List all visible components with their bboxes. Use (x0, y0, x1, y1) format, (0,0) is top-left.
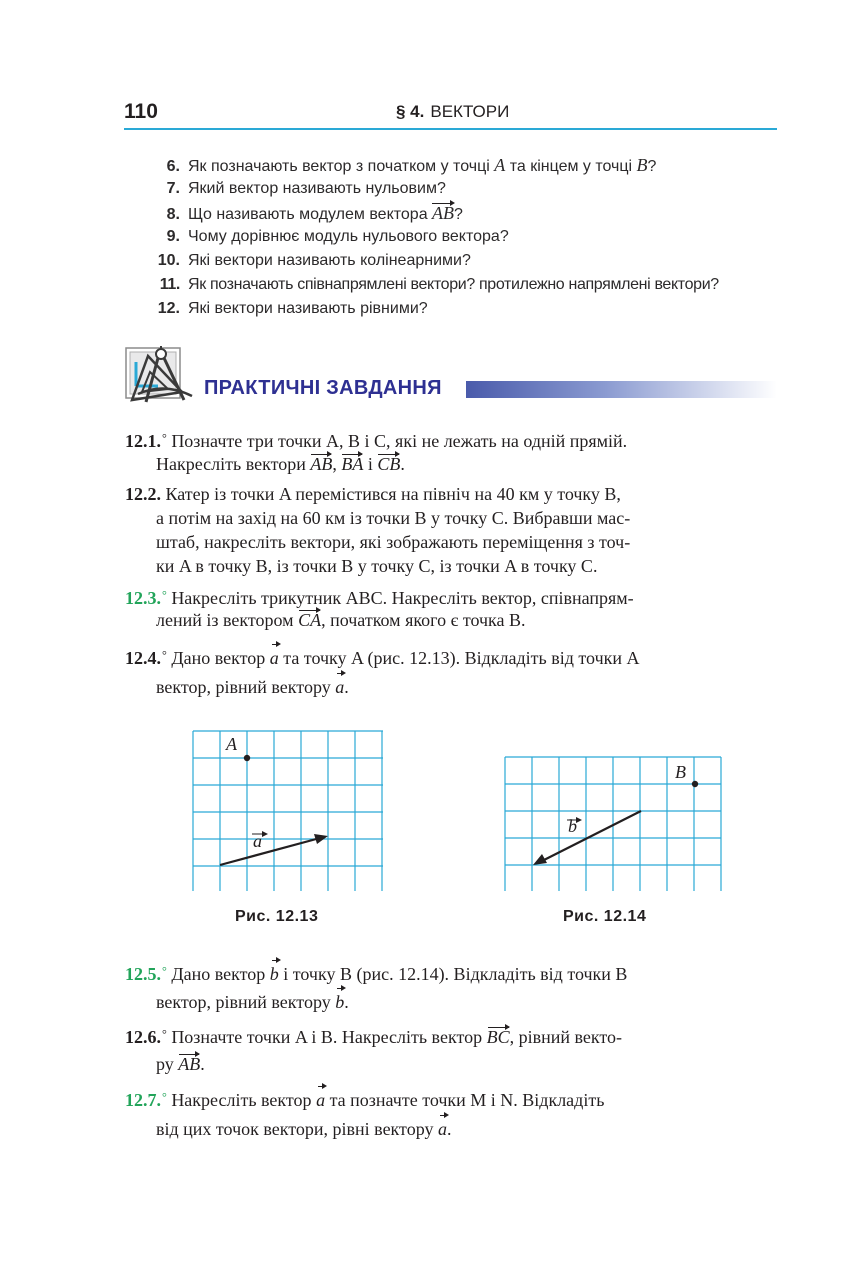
task-12-2-line4: ки A в точку B, із точки B у точку C, із точки A в точку C. (156, 556, 598, 576)
task-number: 12.6. (125, 1027, 161, 1047)
vector-cb: CB (377, 454, 401, 474)
question-text: ? (454, 206, 463, 223)
task-text: Позначте точки A і B. Накресліть вектор (171, 1027, 487, 1047)
question-text: Що називають модулем вектора (188, 206, 433, 223)
task-number: 12.2. (125, 484, 161, 504)
task-text: та точку A (рис. 12.13). Відкладіть від точки A (278, 648, 640, 668)
task-12-5: 12.5.° Дано вектор b і точку B (рис. 12.14). Відкладіть від точки B (125, 964, 628, 984)
header-rule (124, 128, 777, 130)
task-text: . (344, 677, 349, 697)
point-a-dot (244, 755, 250, 761)
point-b-label: B (675, 762, 686, 782)
compass-set-square-icon (124, 342, 196, 404)
task-text: ру (156, 1054, 179, 1074)
section-name: ВЕКТОРИ (430, 102, 510, 121)
task-text: Позначте три точки A, B і C, які не лежать на одній прямій. (171, 431, 628, 451)
task-text: Накресліть трикутник ABC. Накресліть вектор, співнапрям- (171, 588, 634, 608)
vector-ab: AB (178, 1054, 201, 1074)
task-text: Катер із точки A перемістився на північ на 40 км у точку B, (165, 484, 621, 504)
task-number: 12.5. (125, 964, 161, 984)
question-text: Який вектор називають нульовим? (188, 180, 446, 197)
task-number: 12.4. (125, 648, 161, 668)
separator: і (363, 454, 378, 474)
task-text: , початком якого є точка B. (321, 610, 526, 630)
task-12-6: 12.6.° Позначте точки A і B. Накресліть вектор BC, рівний векто- (125, 1027, 623, 1047)
vector-ab: AB (310, 454, 333, 474)
question-text: Як позначають вектор з початком у точці (188, 158, 495, 175)
task-text: Дано вектор (171, 648, 270, 668)
vector-bc: BC (486, 1027, 510, 1047)
task-12-4-line2 (156, 675, 349, 699)
section-mark: § 4. (396, 102, 425, 121)
vector-b-arrow (542, 811, 641, 861)
task-text: Дано вектор (171, 964, 270, 984)
question-6 (150, 154, 790, 176)
task-text: . (344, 992, 349, 1012)
task-text: Накресліть вектори (156, 454, 311, 474)
question-number: 7. (166, 180, 180, 197)
vector-label-arrowhead (262, 831, 268, 837)
point-b-label: B (636, 155, 648, 175)
arrow-head (533, 854, 547, 865)
task-12-2 (125, 482, 621, 506)
task-12-4: 12.4.° Дано вектор a та точку A (рис. 12.13). Відкладіть від точки A (125, 648, 640, 668)
section-title (396, 102, 509, 122)
vector-a: a (316, 1090, 326, 1110)
question-number: 9. (166, 228, 180, 245)
vector-a-label: a (253, 831, 262, 851)
task-number: 12.7. (125, 1090, 161, 1110)
task-text: , рівний векто- (509, 1027, 623, 1047)
vector-b: b (269, 964, 279, 984)
task-12-2-line3: штаб, накресліть вектори, які зображають переміщення з точ- (156, 532, 631, 552)
question-number: 6. (166, 158, 180, 175)
task-12-5-line2 (156, 990, 349, 1014)
vector-ab: AB (432, 203, 455, 223)
point-a-label: A (226, 734, 237, 754)
practical-title-bar (466, 381, 777, 398)
question-number: 10. (157, 252, 180, 269)
task-text: . (200, 1054, 205, 1074)
practical-title: ПРАКТИЧНІ ЗАВДАННЯ (204, 377, 442, 399)
figure-12-14-caption: Рис. 12.14 (563, 908, 647, 925)
vector-ba: BA (341, 454, 364, 474)
question-8 (150, 202, 790, 224)
task-text: лений із вектором (156, 610, 299, 630)
grid (193, 731, 383, 891)
question-text: та кінцем у точці (505, 158, 637, 175)
task-text: та позначте точки M і N. Відкладіть (325, 1090, 605, 1110)
task-number: 12.3. (125, 588, 161, 608)
point-a-label: A (494, 155, 506, 175)
task-12-7-line2 (156, 1117, 451, 1141)
task-text: вектор, рівний вектору (156, 992, 336, 1012)
question-number: 8. (166, 206, 180, 223)
figure-12-14 (502, 754, 726, 894)
task-12-2-line2: а потім на захід на 60 км із точки B у точку C. Вибравши мас- (156, 508, 631, 528)
question-text: ? (647, 158, 657, 175)
vector-a-arrow (220, 838, 320, 865)
question-number: 11. (159, 276, 180, 293)
question-text: Які вектори називають рівними? (188, 300, 428, 317)
question-text: Чому дорівнює модуль нульового вектора? (188, 228, 509, 245)
separator: , (332, 454, 342, 474)
page-number: 110 (124, 100, 158, 123)
task-text: від цих точок вектори, рівні вектору (156, 1119, 438, 1139)
vector-ca: CA (298, 610, 322, 630)
task-text: . (446, 1119, 452, 1139)
vector-b: b (335, 992, 345, 1012)
task-text: Накресліть вектор (171, 1090, 317, 1110)
vector-a: a (437, 1119, 447, 1139)
point-b-dot (692, 781, 698, 787)
vector-b-label: b (568, 816, 577, 836)
question-text: Як позначають співнапрямлені вектори? протилежно напрямлені вектори? (188, 276, 719, 293)
vector-a: a (269, 648, 279, 668)
question-9 (150, 226, 790, 248)
question-10 (150, 250, 790, 272)
question-7 (150, 178, 790, 200)
figure-12-13 (190, 728, 386, 894)
figure-12-13-caption: Рис. 12.13 (235, 908, 319, 925)
question-number: 12. (157, 300, 180, 317)
question-12 (150, 298, 790, 320)
task-12-6-line2 (156, 1052, 205, 1076)
vector-a: a (335, 677, 345, 697)
task-12-3: 12.3.° Накресліть трикутник ABC. Накресліть вектор, співнапрям- (125, 588, 634, 608)
task-number: 12.1. (125, 431, 161, 451)
task-12-7: 12.7.° Накресліть вектор a та позначте точки M і N. Відкладіть (125, 1090, 605, 1110)
task-text: і точку B (рис. 12.14). Відкладіть від точки B (278, 964, 628, 984)
task-12-1-line2 (156, 452, 405, 476)
task-text: вектор, рівний вектору (156, 677, 336, 697)
task-12-1: 12.1.° Позначте три точки A, B і C, які не лежать на одній прямій. (125, 431, 628, 451)
question-text: Які вектори називають колінеарними? (188, 252, 471, 269)
question-11 (150, 274, 790, 296)
task-text: . (400, 454, 405, 474)
task-12-3-line2 (156, 608, 526, 632)
